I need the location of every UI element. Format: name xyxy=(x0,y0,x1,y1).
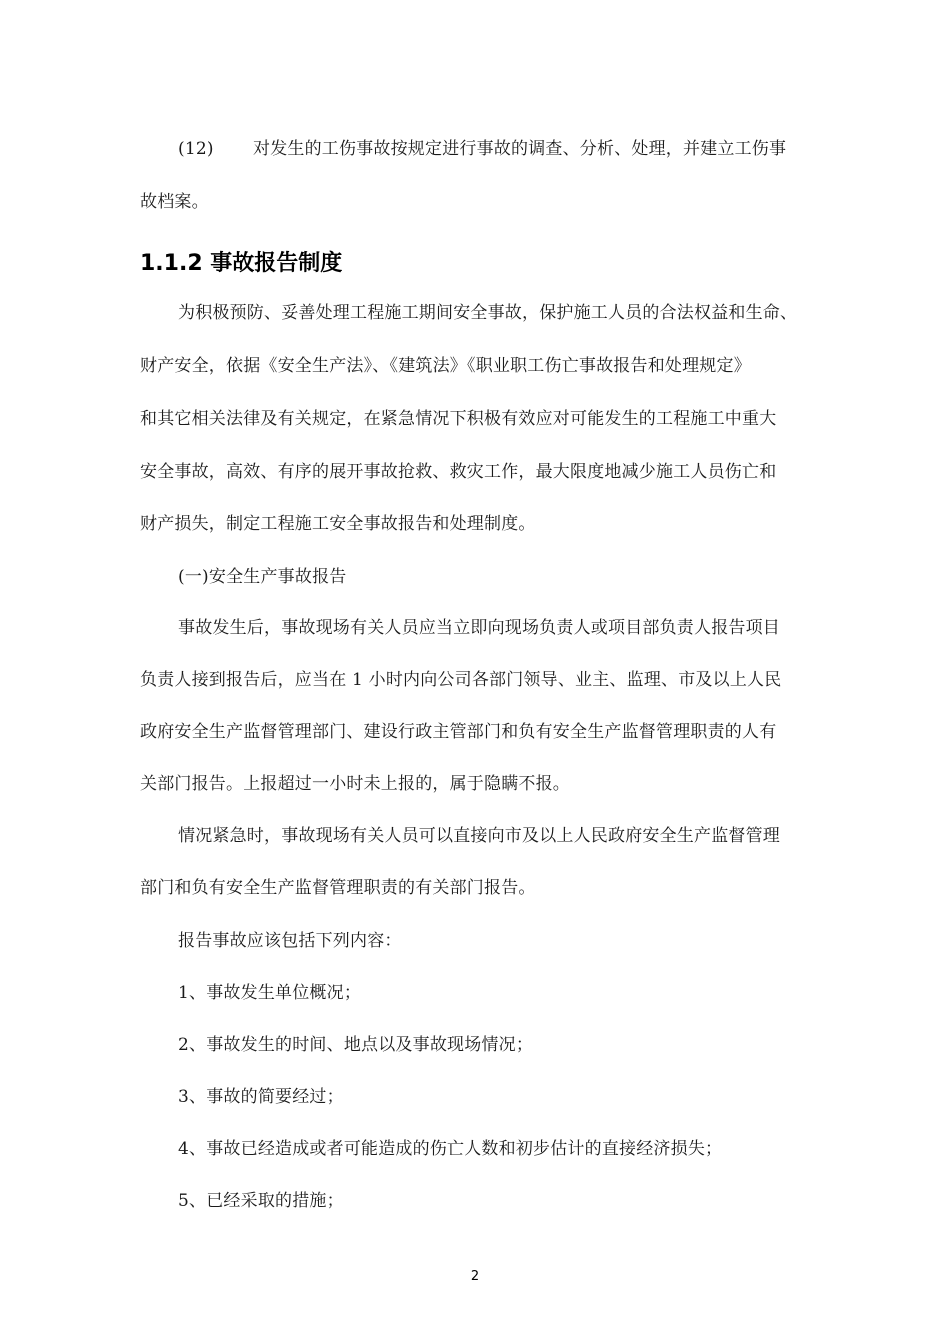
para2-line-3: 政府安全生产监督管理部门、建设行政主管部门和负有安全生产监督管理职责的人有 xyxy=(140,722,777,742)
intro-line-2: 财产安全，依据《安全生产法》、《建筑法》《职业职工伤亡事故报告和处理规定》 xyxy=(140,356,751,376)
item-12-line-2: 故档案。 xyxy=(140,192,209,212)
intro-line-3: 和其它相关法律及有关规定，在紧急情况下积极有效应对可能发生的工程施工中重大 xyxy=(140,409,777,429)
item-12-text: 对发生的工伤事故按规定进行事故的调查、分析、处理，并建立工伤事 xyxy=(253,139,787,159)
item-12-number: (12) xyxy=(178,139,214,159)
item-12-line-1 xyxy=(178,138,828,160)
para3-line-2: 部门和负有安全生产监督管理职责的有关部门报告。 xyxy=(140,878,536,898)
para3-line-1: 情况紧急时，事故现场有关人员可以直接向市及以上人民政府安全生产监督管理 xyxy=(178,826,780,846)
list-item-5: 5、已经采取的措施； xyxy=(178,1191,344,1211)
intro-line-1: 为积极预防、妥善处理工程施工期间安全事故，保护施工人员的合法权益和生命、 xyxy=(178,303,798,323)
para2-line-2: 负责人接到报告后，应当在 1 小时内向公司各部门领导、业主、监理、市及以上人民 xyxy=(140,670,782,690)
subheading-report: (一)安全生产事故报告 xyxy=(178,567,347,587)
list-intro: 报告事故应该包括下列内容： xyxy=(178,931,402,951)
intro-line-4: 安全事故，高效、有序的展开事故抢救、救灾工作，最大限度地减少施工人员伤亡和 xyxy=(140,462,777,482)
para2-line-1: 事故发生后，事故现场有关人员应当立即向现场负责人或项目部负责人报告项目 xyxy=(178,618,780,638)
list-item-4: 4、事故已经造成或者可能造成的伤亡人数和初步估计的直接经济损失； xyxy=(178,1139,723,1159)
list-item-3: 3、事故的简要经过； xyxy=(178,1087,344,1107)
list-item-2: 2、事故发生的时间、地点以及事故现场情况； xyxy=(178,1035,534,1055)
para2-line-4: 关部门报告。上报超过一小时未上报的，属于隐瞒不报。 xyxy=(140,774,570,794)
list-item-1: 1、事故发生单位概况； xyxy=(178,983,362,1003)
section-heading: 1.1.2 事故报告制度 xyxy=(140,251,343,276)
intro-line-5: 财产损失，制定工程施工安全事故报告和处理制度。 xyxy=(140,514,536,534)
page-number: 2 xyxy=(470,1269,480,1284)
